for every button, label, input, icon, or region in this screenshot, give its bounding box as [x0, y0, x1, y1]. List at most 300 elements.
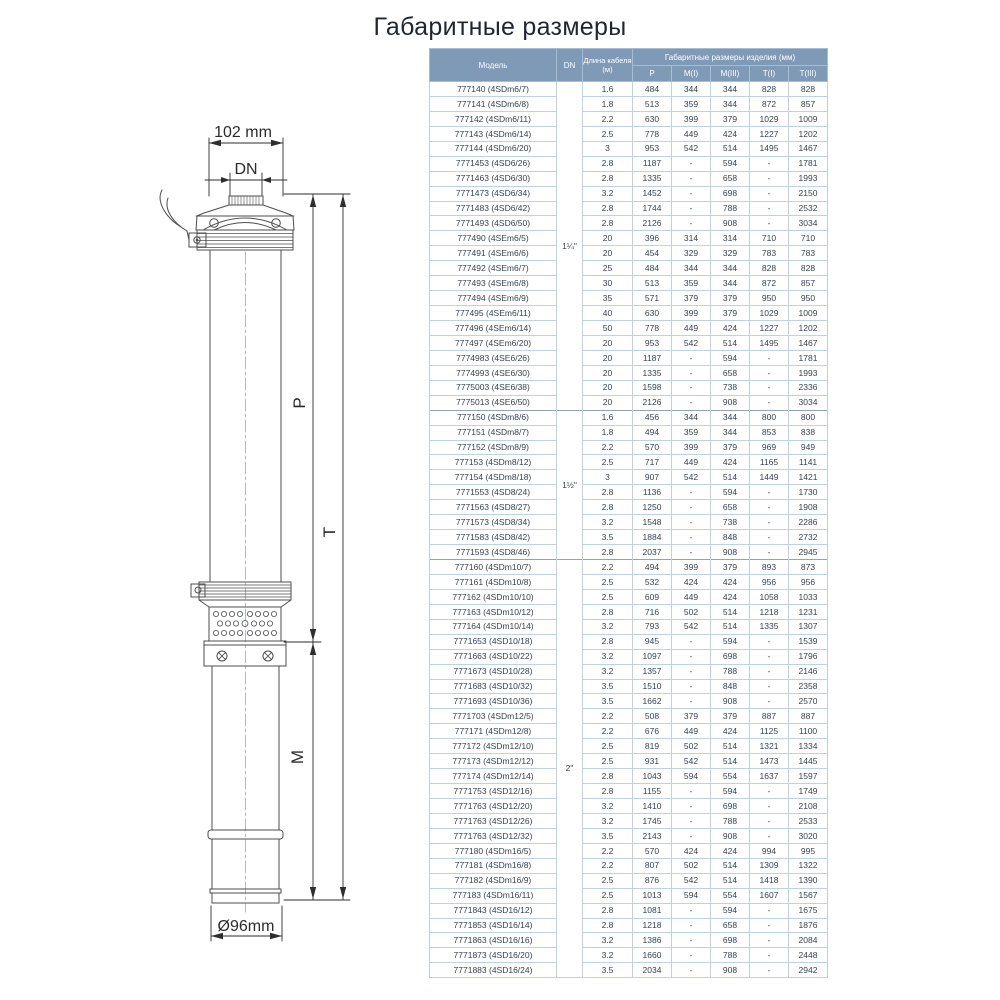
- t3-cell: 2146: [789, 664, 828, 679]
- m3-cell: 514: [711, 858, 750, 873]
- m3-cell: 424: [711, 321, 750, 336]
- p-cell: 1013: [633, 888, 672, 903]
- p-cell: 1218: [633, 918, 672, 933]
- t3-cell: 873: [789, 560, 828, 575]
- m3-cell: 848: [711, 679, 750, 694]
- cable-length-cell: 1.6: [583, 82, 633, 97]
- t1-cell: 800: [750, 410, 789, 425]
- col-header-t3: T(III): [789, 66, 828, 82]
- p-cell: 931: [633, 754, 672, 769]
- table-row: [430, 261, 828, 276]
- p-cell: 1660: [633, 948, 672, 963]
- t3-cell: 1467: [789, 141, 828, 156]
- dim-label-m: M: [288, 749, 307, 765]
- p-cell: 508: [633, 709, 672, 724]
- table-row: [430, 948, 828, 963]
- t1-cell: 950: [750, 291, 789, 306]
- m3-cell: 314: [711, 231, 750, 246]
- m1-cell: -: [672, 903, 711, 918]
- cable-length-cell: 1.8: [583, 425, 633, 440]
- model-cell: 777174 (4SDm12/14): [430, 769, 557, 784]
- t1-cell: -: [750, 171, 789, 186]
- m1-cell: -: [672, 664, 711, 679]
- m1-cell: -: [672, 799, 711, 814]
- t3-cell: 1100: [789, 724, 828, 739]
- cable-length-cell: 3.2: [583, 813, 633, 828]
- model-cell: 7775013 (4SE6/50): [430, 395, 557, 410]
- col-header-m3: M(III): [711, 66, 750, 82]
- m3-cell: 738: [711, 515, 750, 530]
- model-cell: 7771473 (4SD6/34): [430, 186, 557, 201]
- m3-cell: 514: [711, 604, 750, 619]
- t3-cell: 949: [789, 440, 828, 455]
- m3-cell: 514: [711, 141, 750, 156]
- model-cell: 7771853 (4SD16/14): [430, 918, 557, 933]
- m3-cell: 514: [711, 619, 750, 634]
- model-cell: 777161 (4SDm10/8): [430, 574, 557, 589]
- t1-cell: -: [750, 380, 789, 395]
- model-cell: 777141 (4SDm6/8): [430, 96, 557, 111]
- table-row: [430, 276, 828, 291]
- p-cell: 1357: [633, 664, 672, 679]
- cable-length-cell: 2.8: [583, 171, 633, 186]
- table-row: [430, 216, 828, 231]
- col-header-t1: T(I): [750, 66, 789, 82]
- cable-length-cell: 20: [583, 231, 633, 246]
- m1-cell: 359: [672, 425, 711, 440]
- p-cell: 1136: [633, 485, 672, 500]
- table-row: [430, 440, 828, 455]
- dim-label-diameter: Ø96mm: [217, 918, 275, 935]
- p-cell: 1386: [633, 933, 672, 948]
- t3-cell: 1307: [789, 619, 828, 634]
- cable-length-cell: 3: [583, 470, 633, 485]
- model-cell: 7771763 (4SD12/26): [430, 813, 557, 828]
- p-cell: 454: [633, 246, 672, 261]
- t3-cell: 1993: [789, 171, 828, 186]
- m3-cell: 658: [711, 500, 750, 515]
- cable-length-cell: 2.8: [583, 769, 633, 784]
- t1-cell: 783: [750, 246, 789, 261]
- m3-cell: 514: [711, 470, 750, 485]
- t1-cell: -: [750, 649, 789, 664]
- table-row: [430, 306, 828, 321]
- dim-label-dn: DN: [234, 161, 258, 178]
- table-row: [430, 739, 828, 754]
- cable-length-cell: 3.2: [583, 948, 633, 963]
- t1-cell: -: [750, 694, 789, 709]
- dn-group-cell: 2": [557, 560, 583, 978]
- p-cell: 570: [633, 440, 672, 455]
- p-cell: 1410: [633, 799, 672, 814]
- m3-cell: 594: [711, 903, 750, 918]
- t1-cell: -: [750, 948, 789, 963]
- table-row: [430, 574, 828, 589]
- m3-cell: 788: [711, 948, 750, 963]
- m3-cell: 514: [711, 873, 750, 888]
- t3-cell: 2942: [789, 963, 828, 978]
- cable-length-cell: 3.5: [583, 679, 633, 694]
- table-row: [430, 395, 828, 410]
- cable-length-cell: 20: [583, 365, 633, 380]
- m1-cell: 329: [672, 246, 711, 261]
- t3-cell: 1567: [789, 888, 828, 903]
- table-row: [430, 291, 828, 306]
- p-cell: 1187: [633, 156, 672, 171]
- cable-length-cell: 2.5: [583, 455, 633, 470]
- p-cell: 494: [633, 560, 672, 575]
- p-cell: 778: [633, 126, 672, 141]
- m1-cell: 344: [672, 410, 711, 425]
- table-row: [430, 619, 828, 634]
- m3-cell: 788: [711, 664, 750, 679]
- t3-cell: 2945: [789, 545, 828, 560]
- dn-group-cell: 1¼": [557, 82, 583, 411]
- cable-length-cell: 1.8: [583, 96, 633, 111]
- model-cell: 777182 (4SDm16/9): [430, 873, 557, 888]
- m3-cell: 379: [711, 709, 750, 724]
- cable-length-cell: 3.5: [583, 694, 633, 709]
- t3-cell: 783: [789, 246, 828, 261]
- table-row: [430, 515, 828, 530]
- cable-length-cell: 2.5: [583, 126, 633, 141]
- m3-cell: 424: [711, 126, 750, 141]
- model-cell: 777144 (4SDm6/20): [430, 141, 557, 156]
- t1-cell: -: [750, 634, 789, 649]
- model-cell: 777164 (4SDm10/14): [430, 619, 557, 634]
- table-row: [430, 171, 828, 186]
- m3-cell: 379: [711, 440, 750, 455]
- t1-cell: -: [750, 545, 789, 560]
- t1-cell: 956: [750, 574, 789, 589]
- m1-cell: -: [672, 694, 711, 709]
- t1-cell: 828: [750, 82, 789, 97]
- t1-cell: -: [750, 485, 789, 500]
- model-cell: 7774983 (4SE6/26): [430, 350, 557, 365]
- pump-dimension-drawing: [0, 0, 430, 1000]
- m1-cell: -: [672, 201, 711, 216]
- m3-cell: 908: [711, 216, 750, 231]
- cable-length-cell: 2.2: [583, 709, 633, 724]
- model-cell: 777496 (4SEm6/14): [430, 321, 557, 336]
- m3-cell: 908: [711, 694, 750, 709]
- cable-length-cell: 40: [583, 306, 633, 321]
- table-row: [430, 380, 828, 395]
- p-cell: 1250: [633, 500, 672, 515]
- cable-length-cell: 2.2: [583, 560, 633, 575]
- m3-cell: 908: [711, 545, 750, 560]
- model-cell: 777140 (4SDm6/7): [430, 82, 557, 97]
- t1-cell: 887: [750, 709, 789, 724]
- t1-cell: -: [750, 201, 789, 216]
- cable-length-cell: 25: [583, 261, 633, 276]
- t1-cell: -: [750, 350, 789, 365]
- m1-cell: 379: [672, 291, 711, 306]
- t3-cell: 3020: [789, 828, 828, 843]
- table-row: [430, 96, 828, 111]
- t3-cell: 3034: [789, 395, 828, 410]
- p-cell: 1662: [633, 694, 672, 709]
- m1-cell: -: [672, 485, 711, 500]
- cable-length-cell: 2.5: [583, 589, 633, 604]
- t3-cell: 1675: [789, 903, 828, 918]
- t3-cell: 2732: [789, 530, 828, 545]
- dimensions-table: [429, 48, 828, 978]
- t1-cell: -: [750, 918, 789, 933]
- t3-cell: 1730: [789, 485, 828, 500]
- p-cell: 2126: [633, 395, 672, 410]
- table-body: [430, 82, 828, 978]
- m1-cell: 424: [672, 843, 711, 858]
- model-cell: 7775003 (4SE6/38): [430, 380, 557, 395]
- m3-cell: 594: [711, 634, 750, 649]
- m1-cell: -: [672, 948, 711, 963]
- t1-cell: -: [750, 530, 789, 545]
- m3-cell: 379: [711, 291, 750, 306]
- p-cell: 2143: [633, 828, 672, 843]
- cable-length-cell: 3.2: [583, 186, 633, 201]
- t1-cell: 1058: [750, 589, 789, 604]
- m1-cell: 344: [672, 261, 711, 276]
- cable-length-cell: 2.2: [583, 843, 633, 858]
- cable-length-cell: 2.2: [583, 111, 633, 126]
- table-row: [430, 784, 828, 799]
- model-cell: 777493 (4SEm6/8): [430, 276, 557, 291]
- table-row: [430, 455, 828, 470]
- model-cell: 7774993 (4SE6/30): [430, 365, 557, 380]
- cable-length-cell: 2.8: [583, 156, 633, 171]
- m1-cell: -: [672, 350, 711, 365]
- cable-length-cell: 2.8: [583, 604, 633, 619]
- m1-cell: 594: [672, 888, 711, 903]
- t3-cell: 828: [789, 82, 828, 97]
- dimension-arrowheads: [209, 140, 346, 939]
- p-cell: 2034: [633, 963, 672, 978]
- model-cell: 7771593 (4SD8/46): [430, 545, 557, 560]
- m1-cell: -: [672, 545, 711, 560]
- p-cell: 1884: [633, 530, 672, 545]
- table-row: [430, 560, 828, 575]
- table-row: [430, 604, 828, 619]
- m3-cell: 594: [711, 784, 750, 799]
- t3-cell: 2286: [789, 515, 828, 530]
- t3-cell: 1421: [789, 470, 828, 485]
- t3-cell: 1908: [789, 500, 828, 515]
- t3-cell: 1445: [789, 754, 828, 769]
- p-cell: 532: [633, 574, 672, 589]
- t3-cell: 1033: [789, 589, 828, 604]
- t1-cell: 1227: [750, 321, 789, 336]
- m1-cell: -: [672, 186, 711, 201]
- m1-cell: -: [672, 500, 711, 515]
- cable-length-cell: 2.5: [583, 574, 633, 589]
- t1-cell: 1125: [750, 724, 789, 739]
- dim-label-p: P: [290, 397, 309, 409]
- m3-cell: 554: [711, 888, 750, 903]
- p-cell: 630: [633, 111, 672, 126]
- p-cell: 1097: [633, 649, 672, 664]
- t1-cell: 1309: [750, 858, 789, 873]
- t3-cell: 1231: [789, 604, 828, 619]
- m3-cell: 908: [711, 395, 750, 410]
- m1-cell: -: [672, 380, 711, 395]
- table-row: [430, 918, 828, 933]
- m3-cell: 424: [711, 574, 750, 589]
- cable-length-cell: 3.5: [583, 530, 633, 545]
- t1-cell: -: [750, 500, 789, 515]
- col-header-model: Модель: [430, 49, 557, 82]
- model-cell: 777160 (4SDm10/7): [430, 560, 557, 575]
- t1-cell: -: [750, 828, 789, 843]
- t1-cell: -: [750, 903, 789, 918]
- m3-cell: 658: [711, 171, 750, 186]
- model-cell: 777180 (4SDm16/5): [430, 843, 557, 858]
- m3-cell: 908: [711, 828, 750, 843]
- cable-length-cell: 2.2: [583, 440, 633, 455]
- p-cell: 716: [633, 604, 672, 619]
- t3-cell: 1749: [789, 784, 828, 799]
- table-row: [430, 545, 828, 560]
- t3-cell: 857: [789, 96, 828, 111]
- model-cell: 7771463 (4SD6/30): [430, 171, 557, 186]
- p-cell: 793: [633, 619, 672, 634]
- model-cell: 7771843 (4SD16/12): [430, 903, 557, 918]
- m1-cell: 449: [672, 126, 711, 141]
- model-cell: 7771653 (4SD10/18): [430, 634, 557, 649]
- p-cell: 494: [633, 425, 672, 440]
- p-cell: 953: [633, 141, 672, 156]
- t1-cell: 1607: [750, 888, 789, 903]
- dim-label-t: T: [320, 526, 339, 538]
- cable-length-cell: 3.2: [583, 649, 633, 664]
- m1-cell: -: [672, 918, 711, 933]
- t3-cell: 2358: [789, 679, 828, 694]
- t3-cell: 1202: [789, 321, 828, 336]
- t1-cell: 872: [750, 276, 789, 291]
- model-cell: 7771453 (4SD6/26): [430, 156, 557, 171]
- t1-cell: -: [750, 515, 789, 530]
- table-row: [430, 82, 828, 97]
- page-title: Габаритные размеры: [373, 13, 627, 41]
- cable-length-cell: 3.2: [583, 515, 633, 530]
- p-cell: 571: [633, 291, 672, 306]
- model-cell: 777150 (4SDm8/6): [430, 410, 557, 425]
- t1-cell: 1495: [750, 141, 789, 156]
- table-row: [430, 799, 828, 814]
- p-cell: 513: [633, 96, 672, 111]
- p-cell: 876: [633, 873, 672, 888]
- model-cell: 777183 (4SDm16/11): [430, 888, 557, 903]
- p-cell: 1745: [633, 813, 672, 828]
- t1-cell: -: [750, 799, 789, 814]
- table-row: [430, 350, 828, 365]
- cable-length-cell: 20: [583, 335, 633, 350]
- table-row: [430, 500, 828, 515]
- t1-cell: 1637: [750, 769, 789, 784]
- col-header-m1: M(I): [672, 66, 711, 82]
- model-cell: 777491 (4SEm6/6): [430, 246, 557, 261]
- p-cell: 807: [633, 858, 672, 873]
- t1-cell: 1218: [750, 604, 789, 619]
- m3-cell: 344: [711, 96, 750, 111]
- m3-cell: 514: [711, 335, 750, 350]
- table-row: [430, 321, 828, 336]
- m1-cell: 399: [672, 111, 711, 126]
- t3-cell: 2084: [789, 933, 828, 948]
- m1-cell: 542: [672, 335, 711, 350]
- table-row: [430, 903, 828, 918]
- p-cell: 1187: [633, 350, 672, 365]
- t3-cell: 2532: [789, 201, 828, 216]
- m1-cell: -: [672, 530, 711, 545]
- model-cell: 777143 (4SDm6/14): [430, 126, 557, 141]
- table-row: [430, 843, 828, 858]
- t3-cell: 1467: [789, 335, 828, 350]
- cable-length-cell: 20: [583, 395, 633, 410]
- model-cell: 777154 (4SDm8/18): [430, 470, 557, 485]
- m1-cell: 542: [672, 754, 711, 769]
- t3-cell: 1597: [789, 769, 828, 784]
- m1-cell: -: [672, 649, 711, 664]
- m1-cell: -: [672, 679, 711, 694]
- t1-cell: 1321: [750, 739, 789, 754]
- t3-cell: 1539: [789, 634, 828, 649]
- m3-cell: 908: [711, 963, 750, 978]
- t3-cell: 887: [789, 709, 828, 724]
- m1-cell: 542: [672, 470, 711, 485]
- t3-cell: 3034: [789, 216, 828, 231]
- table-row: [430, 933, 828, 948]
- t3-cell: 956: [789, 574, 828, 589]
- m1-cell: -: [672, 156, 711, 171]
- p-cell: 907: [633, 470, 672, 485]
- m1-cell: 399: [672, 560, 711, 575]
- m1-cell: 449: [672, 724, 711, 739]
- model-cell: 7771553 (4SD8/24): [430, 485, 557, 500]
- m3-cell: 698: [711, 933, 750, 948]
- table-row: [430, 365, 828, 380]
- model-cell: 777163 (4SDm10/12): [430, 604, 557, 619]
- cable-length-cell: 2.5: [583, 888, 633, 903]
- t1-cell: 1335: [750, 619, 789, 634]
- p-cell: 1744: [633, 201, 672, 216]
- m1-cell: 502: [672, 858, 711, 873]
- t3-cell: 1876: [789, 918, 828, 933]
- m1-cell: 344: [672, 82, 711, 97]
- cable-length-cell: 2.8: [583, 784, 633, 799]
- p-cell: 1452: [633, 186, 672, 201]
- table-header: [430, 49, 828, 82]
- m1-cell: 594: [672, 769, 711, 784]
- p-cell: 1510: [633, 679, 672, 694]
- cable-length-cell: 3.2: [583, 619, 633, 634]
- m3-cell: 698: [711, 186, 750, 201]
- t3-cell: 1993: [789, 365, 828, 380]
- t3-cell: 1322: [789, 858, 828, 873]
- cable-length-cell: 2.8: [583, 903, 633, 918]
- t3-cell: 950: [789, 291, 828, 306]
- table-row: [430, 634, 828, 649]
- table-row: [430, 141, 828, 156]
- m1-cell: 359: [672, 276, 711, 291]
- cable-length-cell: 3.2: [583, 664, 633, 679]
- m1-cell: -: [672, 634, 711, 649]
- model-cell: 777495 (4SEm6/11): [430, 306, 557, 321]
- dn-group-cell: 1½": [557, 410, 583, 559]
- cable-length-cell: 2.8: [583, 545, 633, 560]
- t1-cell: 1165: [750, 455, 789, 470]
- m3-cell: 344: [711, 276, 750, 291]
